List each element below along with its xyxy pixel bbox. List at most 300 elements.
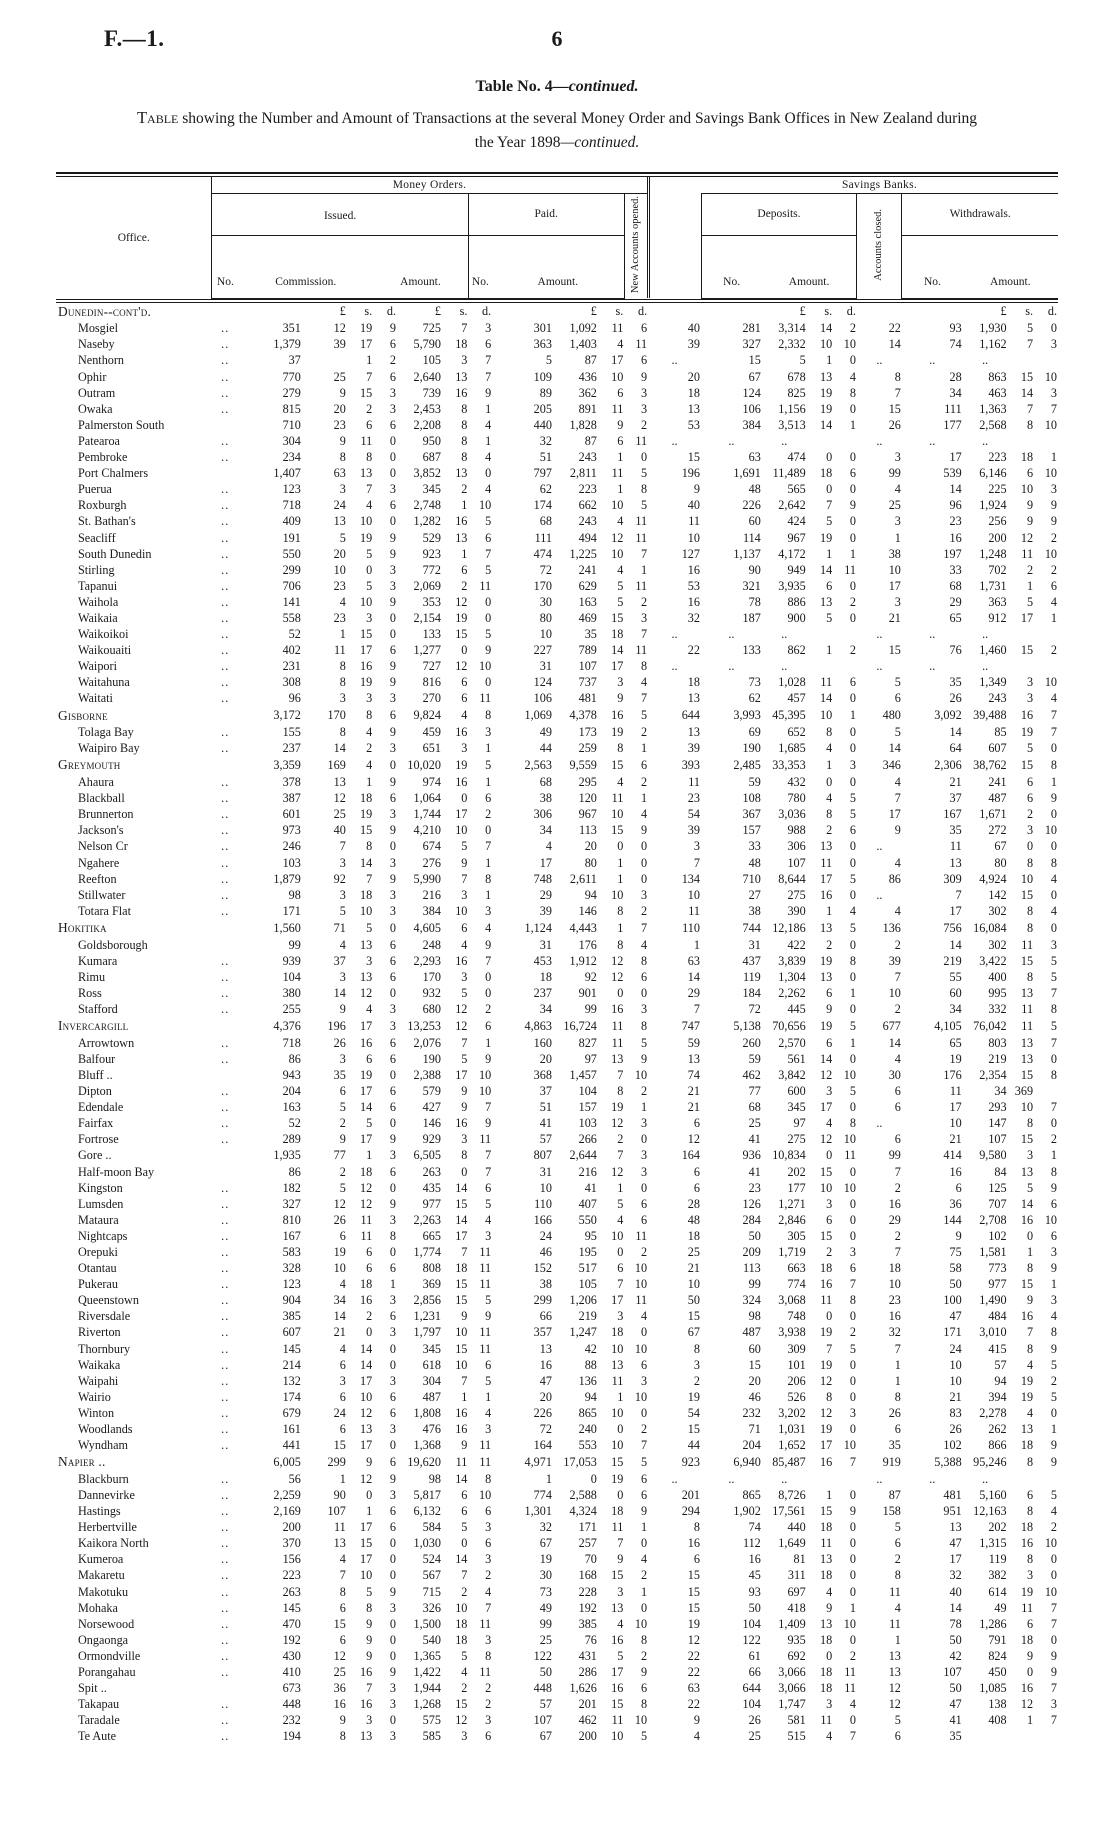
cell-i-c-l: 35 (333, 1067, 346, 1082)
cell-w-a-s: 3 (1026, 1568, 1034, 1583)
table-row (56, 1341, 1058, 1357)
cell-p-a-l: 469 (578, 610, 597, 625)
office-name: Tapanui (78, 578, 118, 593)
cell-p-no: 170 (533, 578, 552, 593)
cell-i-a-l: 816 (422, 675, 441, 690)
cell-d-a-s: 14 (819, 691, 833, 706)
cell-new: 393 (681, 758, 700, 773)
cell-d-a-d: 2 (849, 1325, 856, 1340)
leader-dots: .. (221, 1632, 230, 1647)
cell-d-no: 744 (742, 920, 761, 935)
cell-new: 39 (687, 823, 700, 838)
cell-p-no: 4,971 (524, 1455, 552, 1470)
cell-p-a-d: 0 (641, 985, 648, 1000)
cell-d-no: 104 (742, 1616, 761, 1631)
cell-w-a-l: 49 (994, 1600, 1007, 1615)
leader-dots (212, 707, 238, 725)
cell-d-a-l: 1,028 (778, 675, 806, 690)
cell-i-a-l: 950 (422, 433, 441, 448)
cell-p-a-l: 2,811 (569, 466, 597, 481)
cell-w-no: 68 (949, 578, 962, 593)
office-name: Owaka (78, 401, 113, 416)
cell-i-no: 558 (282, 610, 301, 625)
cell-p-no: 57 (539, 1132, 552, 1147)
cell-i-c-l: 6 (339, 1632, 346, 1647)
cell-i-a-l: 105 (422, 353, 441, 368)
cell-p-a-d: 5 (641, 708, 648, 723)
cell-w-no: 50 (949, 1681, 962, 1696)
cell-w-a-l: .. (982, 1471, 989, 1486)
cell-i-a-s: 19 (455, 758, 468, 773)
cell-w-no: 102 (943, 1438, 962, 1453)
cell-i-c-d: 9 (389, 530, 396, 545)
cell-i-c-l: 13 (333, 775, 346, 790)
cell-w-a-s: 15 (1020, 1132, 1034, 1147)
office-name: Norsewood (78, 1616, 135, 1631)
header-paid-no: No. (468, 266, 492, 299)
cell-i-a-s: 8 (461, 450, 468, 465)
cell-p-a-s: 10 (611, 369, 624, 384)
cell-p-no: 39 (539, 903, 552, 918)
cell-i-c-l: 11 (334, 1520, 346, 1535)
cell-i-c-s: 18 (360, 1277, 373, 1292)
cell-i-c-d: 0 (389, 627, 396, 642)
cell-d-no: 157 (742, 823, 761, 838)
cell-closed: 480 (882, 708, 901, 723)
cell-i-c-d: 0 (389, 1616, 396, 1631)
cell-closed: 14 (888, 741, 901, 756)
cell-w-a-s: 8 (1026, 855, 1034, 870)
cell-i-a-d: 11 (479, 1438, 492, 1453)
cell-i-c-d: 9 (389, 594, 396, 609)
cell-i-a-d: 6 (485, 1729, 492, 1744)
cell-d-no: 122 (742, 1632, 761, 1647)
cell-new: 28 (687, 1196, 700, 1211)
cell-p-a-s: 0 (617, 1488, 624, 1503)
cell-p-no: 44 (539, 741, 552, 756)
cell-w-no: 111 (944, 401, 962, 416)
cell-w-no: 35 (949, 1729, 962, 1744)
cell-new: 11 (688, 514, 700, 529)
cell-d-a-l: 581 (787, 1713, 806, 1728)
cell-i-c-l: 4 (339, 1277, 346, 1292)
leader-dots: .. (221, 1373, 230, 1388)
cell-i-a-l: 579 (422, 1084, 441, 1099)
cell-i-c-d: 3 (389, 482, 396, 497)
cell-p-a-s: 15 (611, 1568, 624, 1583)
office-name: Nightcaps (78, 1228, 128, 1243)
cell-i-a-d: 6 (485, 337, 492, 352)
cell-i-c-s: 15 (360, 823, 373, 838)
cell-p-no: 37 (539, 1084, 552, 1099)
cell-closed: .. (876, 887, 883, 902)
cell-i-a-s: 17 (455, 1228, 468, 1243)
cell-p-a-s: 8 (617, 741, 624, 756)
cell-new: 11 (688, 903, 700, 918)
cell-d-a-l: 97 (793, 1116, 806, 1131)
cell-w-no: 36 (949, 1196, 962, 1211)
cell-i-a-s: 3 (461, 353, 468, 368)
cell-i-no: 171 (282, 903, 301, 918)
cell-w-a-d: 3 (1050, 385, 1057, 400)
cell-p-no: 166 (533, 1212, 552, 1227)
cell-p-a-d: 1 (641, 562, 648, 577)
cell-i-no: 163 (282, 1100, 301, 1115)
table-row (56, 1115, 1058, 1131)
cell-i-no: 385 (282, 1309, 301, 1324)
cell-w-a-s: 19 (1020, 1373, 1034, 1388)
cell-p-a-s: 18 (611, 1504, 624, 1519)
office-name: Rimu (78, 969, 106, 984)
cell-w-a-d: 1 (1050, 1422, 1057, 1437)
cell-new: .. (671, 659, 678, 674)
office-name: Waihola (78, 594, 119, 609)
cell-w-a-s: 8 (1026, 417, 1034, 432)
cell-p-a-l: 827 (578, 1035, 597, 1050)
cell-d-a-l: 474 (787, 450, 806, 465)
cell-w-a-s: 14 (1020, 1196, 1034, 1211)
cell-w-a-s: 13 (1020, 1422, 1034, 1437)
cell-p-a-l: 362 (578, 385, 597, 400)
cell-i-no: 232 (282, 1713, 301, 1728)
cell-i-c-s: 10 (360, 1389, 373, 1404)
cell-i-c-d: 9 (389, 1196, 396, 1211)
cell-p-no: 4 (545, 839, 552, 854)
leader-dots: .. (221, 1665, 230, 1680)
cell-w-a-d: 4 (1050, 1504, 1057, 1519)
cell-p-a-d: 6 (641, 758, 648, 773)
table-row (56, 626, 1058, 642)
cell-d-a-d: 5 (849, 871, 856, 886)
cell-closed: 3 (894, 594, 901, 609)
cell-p-a-s: 11 (611, 1520, 624, 1535)
cell-d-a-d: 2 (849, 643, 856, 658)
cell-i-a-l: 384 (422, 903, 441, 918)
cell-w-a-s: 0 (1026, 1228, 1034, 1243)
cell-d-a-l: 663 (787, 1261, 806, 1276)
cell-new: 6 (693, 1164, 700, 1179)
cell-d-no: 126 (742, 1196, 761, 1211)
cell-i-a-d: 0 (485, 594, 492, 609)
cell-d-a-l: 526 (787, 1389, 806, 1404)
cell-p-a-l: 95 (584, 1228, 597, 1243)
cell-d-a-l: 10,834 (772, 1148, 806, 1163)
cell-d-a-s: 7 (826, 1341, 833, 1356)
cell-p-no: 1,124 (524, 920, 552, 935)
cell-p-a-l: 1,225 (569, 546, 597, 561)
cell-d-no: 69 (748, 725, 761, 740)
cell-i-no: 410 (282, 1665, 301, 1680)
cell-i-a-s: 16 (455, 775, 468, 790)
cell-i-c-d: 0 (389, 1632, 396, 1647)
cell-w-no: 58 (949, 1261, 962, 1276)
cell-d-a-s: 4 (826, 1584, 833, 1599)
cell-i-a-l: 459 (422, 725, 441, 740)
cell-w-no: 65 (949, 1035, 962, 1050)
cell-p-no: 10 (539, 1180, 552, 1195)
cell-p-a-l: 901 (578, 985, 597, 1000)
cell-w-a-s: 8 (1026, 1504, 1034, 1519)
cell-i-c-s: 17 (360, 643, 373, 658)
cell-closed: 6 (894, 691, 901, 706)
cell-w-a-l: 1,930 (979, 321, 1007, 336)
cell-p-no: 226 (533, 1405, 552, 1420)
cell-closed: 4 (894, 775, 901, 790)
table-row (56, 740, 1058, 756)
cell-d-a-s: 11 (820, 1536, 833, 1551)
cell-i-c-d: 6 (389, 791, 396, 806)
cell-w-no: 50 (949, 1632, 962, 1647)
cell-i-c-s: 4 (366, 1002, 373, 1017)
cell-closed: .. (876, 1471, 883, 1486)
cell-p-a-l: 2,644 (569, 1148, 597, 1163)
table-row (56, 1421, 1058, 1437)
office-name: Mosgiel (78, 321, 118, 336)
cell-p-no: 110 (534, 1196, 552, 1211)
cell-i-c-s: 12 (360, 1196, 373, 1211)
cell-p-a-d: 5 (641, 466, 648, 481)
cell-p-a-d: 2 (641, 1084, 648, 1099)
cell-d-a-s: 18 (819, 1568, 833, 1583)
cell-w-a-s: 8 (1026, 969, 1034, 984)
cell-d-a-s: 17 (819, 871, 833, 886)
cell-i-c-s: 17 (360, 1373, 373, 1388)
cell-d-a-l: 988 (787, 823, 806, 838)
currency-unit: d. (846, 304, 856, 319)
office-name: Stillwater (78, 887, 126, 902)
table-row (56, 1712, 1058, 1728)
cell-i-c-d: 6 (389, 1520, 396, 1535)
cell-i-a-s: 13 (455, 466, 468, 481)
cell-d-a-l: 101 (787, 1357, 806, 1372)
cell-i-c-l: 26 (333, 1212, 346, 1227)
cell-w-no: 78 (949, 1616, 962, 1631)
cell-i-c-s: 15 (360, 627, 373, 642)
cell-new: 3 (693, 839, 700, 854)
cell-closed: 3 (894, 450, 901, 465)
cell-closed: 5 (894, 1713, 901, 1728)
leader-dots: .. (221, 1504, 230, 1519)
cell-i-a-s: 17 (455, 1067, 468, 1082)
cell-i-a-d: 1 (485, 433, 492, 448)
cell-d-no: 936 (742, 1148, 761, 1163)
cell-i-no: 194 (282, 1729, 301, 1744)
cell-i-a-d: 0 (485, 969, 492, 984)
cell-d-a-l: 1,271 (778, 1196, 806, 1211)
cell-i-a-l: 6,505 (413, 1148, 441, 1163)
cell-w-no: .. (929, 353, 936, 368)
cell-d-a-s: 10 (819, 708, 833, 723)
cell-w-a-s: 5 (1026, 594, 1034, 609)
cell-d-a-l: 432 (787, 775, 806, 790)
cell-p-a-l: 94 (584, 1389, 597, 1404)
office-name: Waikaka (78, 1357, 121, 1372)
cell-new: 19 (687, 1616, 700, 1631)
cell-i-c-s: 15 (360, 1536, 373, 1551)
cell-d-a-d: 0 (849, 482, 856, 497)
cell-p-a-d: 0 (641, 871, 648, 886)
cell-i-a-s: 9 (461, 1084, 468, 1099)
cell-i-c-s: 17 (360, 1084, 373, 1099)
cell-i-a-d: 8 (485, 871, 492, 886)
leader-dots: .. (221, 369, 230, 384)
table-row (56, 610, 1058, 626)
cell-p-a-d: 6 (641, 1681, 648, 1696)
cell-d-a-d: 5 (849, 1084, 856, 1099)
cell-i-a-d: 3 (485, 1520, 492, 1535)
cell-p-no: 30 (539, 594, 552, 609)
cell-d-a-d: 0 (849, 969, 856, 984)
cell-new: 22 (687, 1665, 700, 1680)
table-row (56, 1196, 1058, 1212)
cell-i-a-s: 14 (455, 1180, 468, 1195)
cell-i-no: 718 (282, 1035, 301, 1050)
cell-i-no: 387 (282, 791, 301, 806)
cell-closed: 13 (888, 1665, 901, 1680)
cell-w-no: 11 (949, 839, 962, 854)
cell-d-no: 62 (748, 691, 761, 706)
cell-w-no: 47 (949, 1697, 962, 1712)
cell-i-no: 1,935 (273, 1148, 301, 1163)
cell-w-no: 17 (949, 450, 962, 465)
cell-w-a-l: 95,246 (973, 1455, 1007, 1470)
cell-i-no: 123 (282, 482, 301, 497)
document-code: F.—1. (104, 26, 165, 51)
cell-i-c-s: 2 (366, 1309, 373, 1324)
cell-p-no: 25 (539, 1632, 552, 1647)
cell-p-a-d: 3 (641, 1116, 648, 1131)
cell-p-a-s: 6 (617, 1261, 624, 1276)
cell-new: 15 (687, 1568, 700, 1583)
office-name: Mohaka (78, 1600, 118, 1615)
cell-p-a-l: 201 (578, 1697, 597, 1712)
cell-i-a-d: 0 (485, 610, 492, 625)
cell-closed: 99 (888, 466, 901, 481)
cell-i-c-l: 6 (339, 1389, 346, 1404)
cell-w-a-l: 487 (988, 791, 1007, 806)
cell-closed: 23 (888, 1293, 901, 1308)
leader-dots: .. (221, 1648, 230, 1663)
cell-d-a-s: 4 (826, 1116, 833, 1131)
leader-dots (212, 1067, 238, 1083)
cell-d-a-l: 3,314 (778, 321, 806, 336)
office-name: Ross (78, 985, 102, 1000)
cell-p-a-s: 15 (611, 1697, 624, 1712)
cell-p-a-l: 87 (584, 433, 597, 448)
cell-d-a-s: 0 (826, 1648, 833, 1663)
cell-i-a-l: 4,210 (413, 823, 441, 838)
cell-p-a-s: 4 (617, 1616, 624, 1631)
cell-d-a-s: 13 (819, 1616, 833, 1631)
cell-closed: 8 (894, 369, 901, 384)
cell-i-a-l: 1,774 (413, 1245, 441, 1260)
cell-p-a-d: 7 (641, 920, 648, 935)
cell-w-a-d (1034, 1471, 1058, 1487)
cell-d-no: 66 (748, 1665, 761, 1680)
cell-p-a-l: 1,457 (569, 1067, 597, 1082)
cell-w-no: 16 (949, 1164, 962, 1179)
cell-i-c-l: 170 (327, 708, 346, 723)
cell-d-a-d: 0 (849, 1422, 856, 1437)
cell-i-a-l: 725 (422, 321, 441, 336)
cell-w-no: 309 (943, 871, 962, 886)
header-money-orders: Money Orders. (212, 177, 648, 194)
cell-i-a-s: 6 (461, 920, 468, 935)
cell-p-a-d: 9 (641, 823, 648, 838)
office-name: Ophir (78, 369, 107, 384)
leader-dots (212, 756, 238, 774)
cell-i-a-d: 2 (485, 1697, 492, 1712)
cell-i-a-d: 11 (479, 1245, 492, 1260)
cell-w-a-l: 80 (994, 855, 1007, 870)
cell-w-a-l: 76,042 (973, 1018, 1007, 1033)
header-issued-commission: Commission. (238, 266, 373, 299)
cell-d-a-d: 4 (849, 903, 856, 918)
cell-p-a-s: 12 (611, 953, 624, 968)
cell-i-a-s: 3 (461, 741, 468, 756)
cell-d-a-d: 0 (849, 1002, 856, 1017)
cell-d-a-d: 8 (849, 1116, 856, 1131)
cell-w-a-d: 1 (1050, 450, 1057, 465)
cell-w-a-s: 16 (1020, 1536, 1034, 1551)
office-name: Port Chalmers (78, 466, 149, 481)
cell-w-a-s: 10 (1020, 1100, 1034, 1115)
cell-d-no: 68 (748, 1100, 761, 1115)
cell-d-a-d: 8 (849, 1293, 856, 1308)
cell-p-no: 67 (539, 1729, 552, 1744)
cell-d-no: 71 (748, 1422, 761, 1437)
cell-w-a-l: 607 (988, 741, 1007, 756)
cell-i-a-d: 3 (485, 903, 492, 918)
cell-d-a-d: 11 (844, 1148, 856, 1163)
cell-d-a-l: 3,938 (778, 1325, 806, 1340)
cell-w-a-s: 6 (1026, 1488, 1034, 1503)
table-row (56, 578, 1058, 594)
cell-i-a-d: 6 (485, 1180, 492, 1195)
table-row (56, 369, 1058, 385)
office-name: Porangahau (78, 1665, 136, 1680)
leader-dots: .. (221, 791, 230, 806)
cell-closed: 25 (888, 498, 901, 513)
cell-i-no: 2,259 (273, 1488, 301, 1503)
cell-i-a-s: 12 (455, 1002, 468, 1017)
subtitle-body: showing the Number and Amount of Transactions at the several Money Order and Savings Bank Offices in New Zealand during the Year 1898 (182, 110, 978, 151)
cell-p-a-s: 11 (611, 321, 624, 336)
cell-w-a-l: 408 (988, 1713, 1007, 1728)
cell-w-a-s: 6 (1026, 1616, 1034, 1631)
cell-i-a-l: 1,944 (413, 1681, 441, 1696)
cell-i-c-s: 12 (360, 1471, 373, 1486)
cell-i-a-s: 16 (455, 1405, 468, 1420)
cell-i-c-l: 6 (339, 1228, 346, 1243)
cell-w-a-d: 9 (1050, 1341, 1057, 1356)
cell-i-c-l: 6 (339, 1600, 346, 1615)
cell-p-no: 20 (539, 1051, 552, 1066)
cell-p-a-l: 20 (584, 839, 597, 854)
cell-i-a-d: 9 (485, 385, 492, 400)
cell-new: 747 (681, 1018, 700, 1033)
office-name: Kumara (78, 953, 118, 968)
table-row (56, 919, 1058, 937)
cell-i-no: 96 (288, 691, 301, 706)
cell-new: 110 (682, 920, 700, 935)
cell-p-a-l: 891 (578, 401, 597, 416)
cell-closed: 16 (888, 1196, 901, 1211)
cell-w-no: 28 (949, 369, 962, 384)
cell-d-a-s: 18 (819, 1632, 833, 1647)
cell-new: .. (671, 353, 678, 368)
currency-unit (857, 303, 902, 321)
